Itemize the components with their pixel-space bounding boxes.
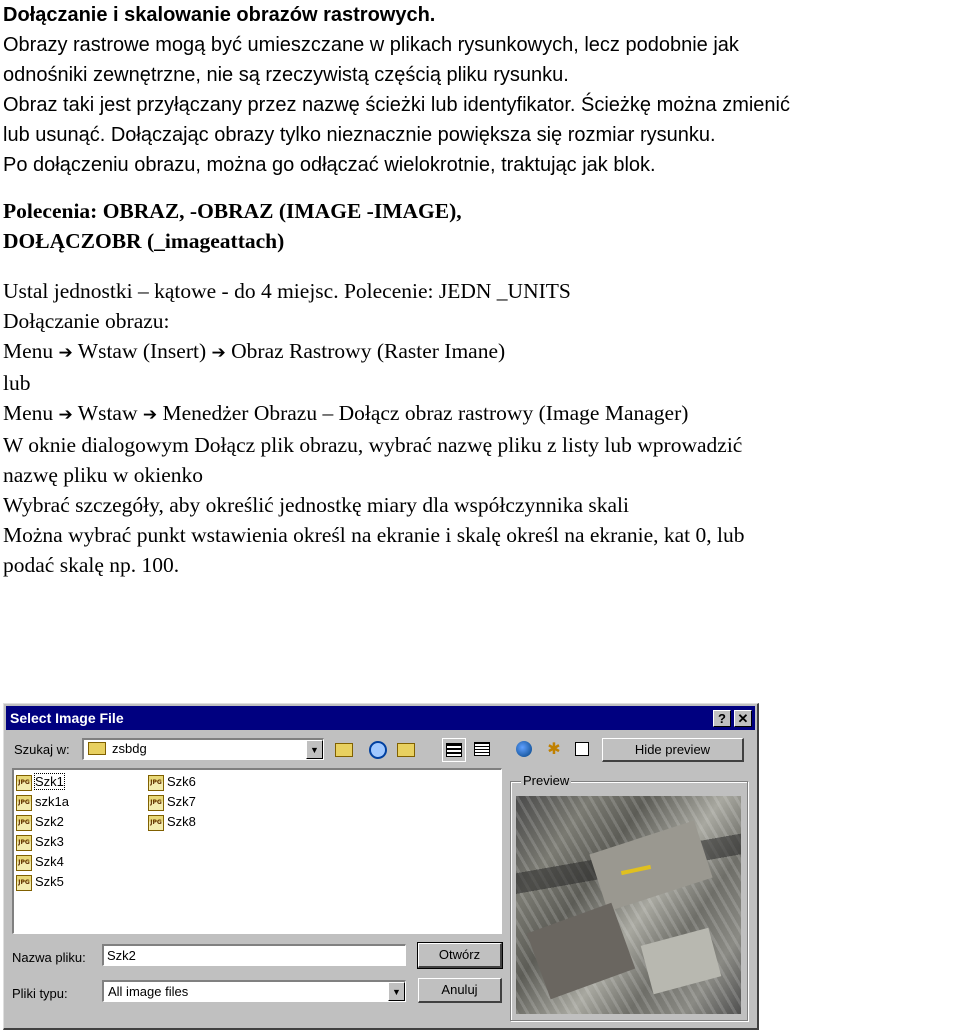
hide-preview-button[interactable]: Hide preview bbox=[602, 738, 744, 762]
file-name: Szk1 bbox=[35, 774, 64, 789]
step-line-1: W oknie dialogowym Dołącz plik obrazu, wybrać nazwę pliku z listy lub wprowadzić bbox=[3, 433, 743, 457]
help-button[interactable]: ? bbox=[713, 710, 731, 727]
list-item[interactable] bbox=[16, 812, 64, 832]
menu-text: Menu bbox=[3, 401, 59, 425]
select-image-dialog bbox=[3, 703, 759, 1030]
file-name: Szk6 bbox=[167, 774, 196, 789]
intro-line-1: Obrazy rastrowe mogą być umieszczane w plikach rysunkowych, lecz podobnie jak bbox=[3, 34, 739, 56]
commands-line-2: DOŁĄCZOBR (_imageattach) bbox=[3, 229, 285, 253]
file-name: Szk2 bbox=[35, 814, 64, 829]
list-item[interactable] bbox=[16, 792, 69, 812]
intro-line-3: Obraz taki jest przyłączany przez nazwę ścieżki lub identyfikator. Ścieżkę można zmienić bbox=[3, 94, 790, 116]
filetype-value: All image files bbox=[108, 984, 189, 999]
image-file-icon: JPG bbox=[16, 795, 32, 811]
or-word: lub bbox=[3, 371, 31, 395]
dialog-title: Select Image File bbox=[10, 710, 124, 726]
arrow-icon: ➔ bbox=[58, 405, 73, 425]
preview-label: Preview bbox=[523, 773, 570, 788]
preview-group bbox=[510, 773, 748, 1021]
image-file-icon: JPG bbox=[16, 875, 32, 891]
intro-line-5: Po dołączeniu obrazu, można go odłączać wielokrotnie, traktując jak blok. bbox=[3, 154, 656, 176]
image-manager-text: Menedżer Obrazu – Dołącz obraz rastrowy (Image Manager) bbox=[157, 401, 689, 425]
open-button[interactable]: Otwórz bbox=[418, 943, 502, 968]
image-file-icon: JPG bbox=[16, 855, 32, 871]
list-item[interactable] bbox=[16, 872, 64, 892]
list-item[interactable] bbox=[148, 812, 196, 832]
image-file-icon: JPG bbox=[148, 775, 164, 791]
filename-input[interactable]: Szk2 bbox=[102, 944, 406, 966]
menu-path-1 bbox=[3, 336, 958, 368]
arrow-icon: ➔ bbox=[142, 405, 158, 425]
preview-image bbox=[516, 796, 741, 1014]
step-line-2: nazwę pliku w okienko bbox=[3, 463, 204, 487]
file-name: Szk4 bbox=[35, 854, 64, 869]
document-text bbox=[3, 0, 958, 580]
commands-line-1: Polecenia: OBRAZ, -OBRAZ (IMAGE -IMAGE), bbox=[3, 199, 462, 223]
filetype-label: Pliki typu: bbox=[12, 986, 68, 1001]
step-line-3: Wybrać szczegóły, aby określić jednostkę miary dla współczynnika skali bbox=[3, 493, 629, 517]
intro-line-2: odnośniki zewnętrzne, nie są rzeczywistą częścią pliku rysunku. bbox=[3, 64, 569, 86]
step-line-4: Można wybrać punkt wstawienia określ na ekranie i skalę określ na ekranie, kat 0, lub bbox=[3, 523, 745, 547]
folder-icon bbox=[88, 742, 106, 755]
list-item[interactable] bbox=[16, 832, 64, 852]
cancel-button[interactable]: Anuluj bbox=[418, 978, 502, 1003]
insert-text: Wstaw (Insert) bbox=[72, 339, 212, 363]
filetype-combo[interactable] bbox=[102, 980, 406, 1002]
details-view-icon[interactable] bbox=[470, 738, 494, 762]
look-in-value: zsbdg bbox=[112, 741, 147, 756]
filename-label: Nazwa pliku: bbox=[12, 950, 86, 965]
look-in-combo[interactable] bbox=[82, 738, 324, 760]
list-item[interactable] bbox=[148, 792, 196, 812]
attach-label: Dołączanie obrazu: bbox=[3, 309, 170, 333]
globe-icon[interactable] bbox=[512, 738, 536, 762]
look-in-label: Szukaj w: bbox=[14, 742, 70, 757]
image-file-icon: JPG bbox=[16, 815, 32, 831]
image-file-icon: JPG bbox=[16, 835, 32, 851]
close-button[interactable]: ✕ bbox=[734, 710, 752, 727]
step-line-5: podać skalę np. 100. bbox=[3, 553, 180, 577]
chevron-down-icon[interactable]: ▼ bbox=[306, 740, 323, 759]
list-item[interactable] bbox=[16, 772, 64, 792]
menu-path-2 bbox=[3, 398, 958, 430]
dialog-titlebar[interactable] bbox=[6, 706, 755, 730]
insert-text: Wstaw bbox=[72, 401, 143, 425]
up-folder-icon[interactable] bbox=[332, 738, 356, 762]
arrow-icon: ➔ bbox=[211, 343, 226, 363]
file-name: szk1a bbox=[35, 794, 69, 809]
image-file-icon: JPG bbox=[148, 795, 164, 811]
file-name: Szk7 bbox=[167, 794, 196, 809]
menu-text: Menu bbox=[3, 339, 59, 363]
file-name: Szk3 bbox=[35, 834, 64, 849]
favorites-icon[interactable]: ✱ bbox=[542, 738, 566, 762]
list-item[interactable] bbox=[16, 852, 64, 872]
image-file-icon: JPG bbox=[16, 775, 32, 791]
new-folder-icon[interactable] bbox=[394, 738, 418, 762]
arrow-icon: ➔ bbox=[58, 343, 73, 363]
heading: Dołączanie i skalowanie obrazów rastrowych. bbox=[3, 4, 436, 26]
units-line: Ustal jednostki – kątowe - do 4 miejsc. Polecenie: JEDN _UNITS bbox=[3, 279, 571, 303]
search-web-icon[interactable] bbox=[366, 738, 390, 762]
list-item[interactable] bbox=[148, 772, 196, 792]
file-name: Szk5 bbox=[35, 874, 64, 889]
tools-icon[interactable] bbox=[570, 738, 594, 762]
file-list[interactable] bbox=[12, 768, 502, 934]
intro-line-4: lub usunąć. Dołączając obrazy tylko nieznacznie powiększa się rozmiar rysunku. bbox=[3, 124, 716, 146]
image-file-icon: JPG bbox=[148, 815, 164, 831]
chevron-down-icon[interactable]: ▼ bbox=[388, 982, 405, 1001]
file-name: Szk8 bbox=[167, 814, 196, 829]
list-view-icon[interactable] bbox=[442, 738, 466, 762]
raster-text: Obraz Rastrowy (Raster Imane) bbox=[225, 339, 506, 363]
